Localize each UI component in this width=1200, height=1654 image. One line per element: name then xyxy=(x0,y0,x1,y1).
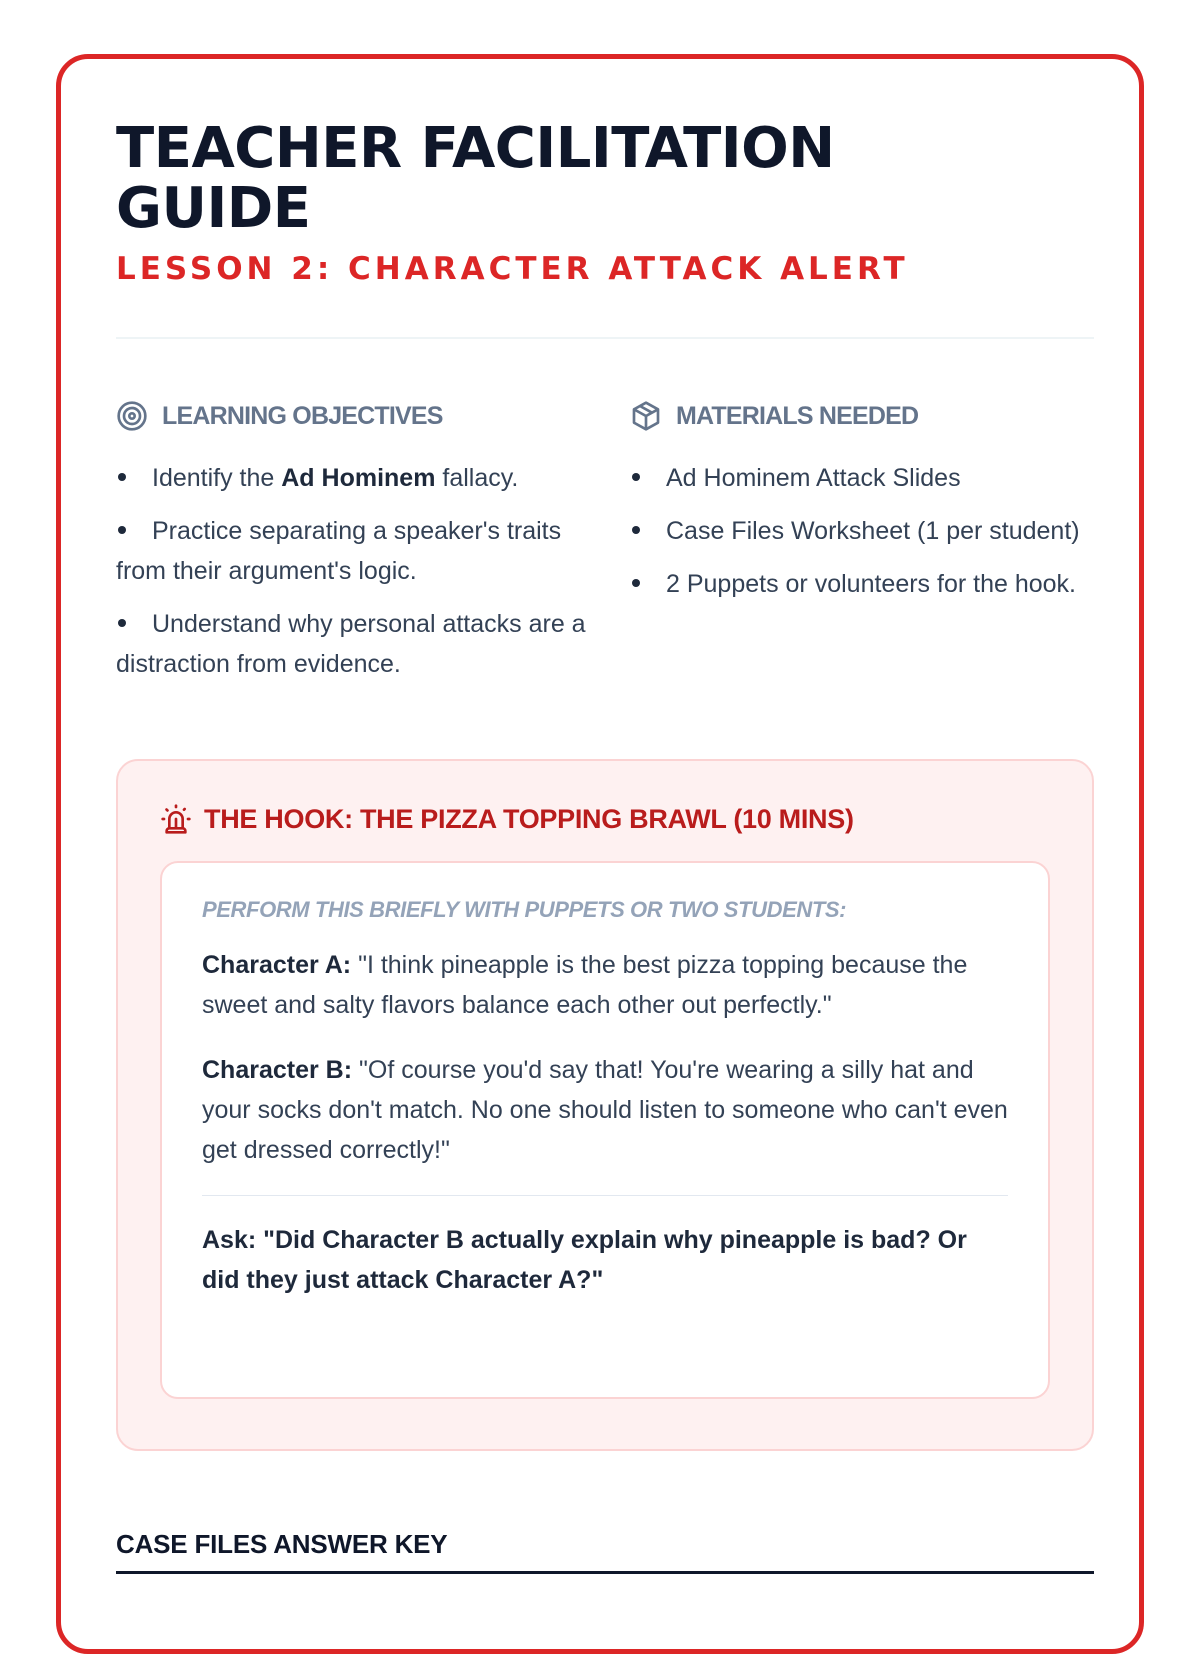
script-divider xyxy=(202,1195,1008,1196)
bullet-icon xyxy=(632,526,640,534)
objective-text: fallacy. xyxy=(435,464,519,492)
hook-heading: THE HOOK: THE PIZZA TOPPING BRAWL (10 MINS) xyxy=(204,803,854,834)
guide-card xyxy=(56,54,1144,1654)
objectives-list xyxy=(116,458,586,684)
materials-section xyxy=(630,396,1100,617)
speaker-label: Character A: xyxy=(202,951,352,979)
learning-objectives-heading: LEARNING OBJECTIVES xyxy=(162,401,443,430)
materials-heading: MATERIALS NEEDED xyxy=(676,401,919,430)
siren-icon xyxy=(160,803,192,835)
list-item xyxy=(630,564,1100,604)
list-item xyxy=(116,458,586,498)
list-item xyxy=(116,511,586,591)
hook-header xyxy=(160,803,854,835)
learning-objectives-header xyxy=(116,396,586,436)
materials-list xyxy=(630,458,1100,604)
material-text: Ad Hominem Attack Slides xyxy=(666,464,961,492)
bullet-icon xyxy=(632,473,640,481)
list-item xyxy=(116,604,586,684)
bullet-icon xyxy=(118,619,126,627)
objective-text: Identify the xyxy=(152,464,282,492)
stage-direction: PERFORM THIS BRIEFLY WITH PUPPETS OR TWO STUDENTS: xyxy=(202,897,847,922)
objective-text: Understand why personal attacks are a distraction from evidence. xyxy=(116,610,586,678)
page-title: TEACHER FACILITATION GUIDE xyxy=(116,116,835,241)
material-text: Case Files Worksheet (1 per student) xyxy=(666,517,1080,545)
bullet-icon xyxy=(632,579,640,587)
header-divider xyxy=(116,337,1094,339)
materials-header xyxy=(630,396,1100,436)
dialogue-line-b xyxy=(202,1050,1008,1170)
target-icon xyxy=(116,400,148,432)
bullet-icon xyxy=(118,473,126,481)
list-item xyxy=(630,511,1100,551)
objective-text: Practice separating a speaker's traits from their argument's logic. xyxy=(116,517,562,585)
dialogue-text: "I think pineapple is the best pizza topping because the sweet and salty flavors balance each other out perfectly." xyxy=(202,951,968,1019)
answer-key-heading: CASE FILES ANSWER KEY xyxy=(116,1529,448,1559)
dialogue-text: "Of course you'd say that! You're wearing a silly hat and your socks don't match. No one should listen to someone who can't even get dressed correctly!" xyxy=(202,1056,1008,1164)
speaker-label: Character B: xyxy=(202,1056,353,1084)
hook-script-card xyxy=(160,861,1050,1399)
dialogue-line-a xyxy=(202,945,1008,1025)
bullet-icon xyxy=(118,526,126,534)
box-icon xyxy=(630,400,662,432)
hook-panel xyxy=(116,759,1094,1451)
objective-term: Ad Hominem xyxy=(281,464,436,492)
material-text: 2 Puppets or volunteers for the hook. xyxy=(666,570,1076,598)
list-item xyxy=(630,458,1100,498)
answer-key-rule xyxy=(116,1571,1094,1574)
learning-objectives-section xyxy=(116,396,586,697)
lesson-subtitle: LESSON 2: CHARACTER ATTACK ALERT xyxy=(116,251,909,287)
discussion-question: Ask: "Did Character B actually explain why pineapple is bad? Or did they just attack Character A?" xyxy=(202,1226,967,1294)
